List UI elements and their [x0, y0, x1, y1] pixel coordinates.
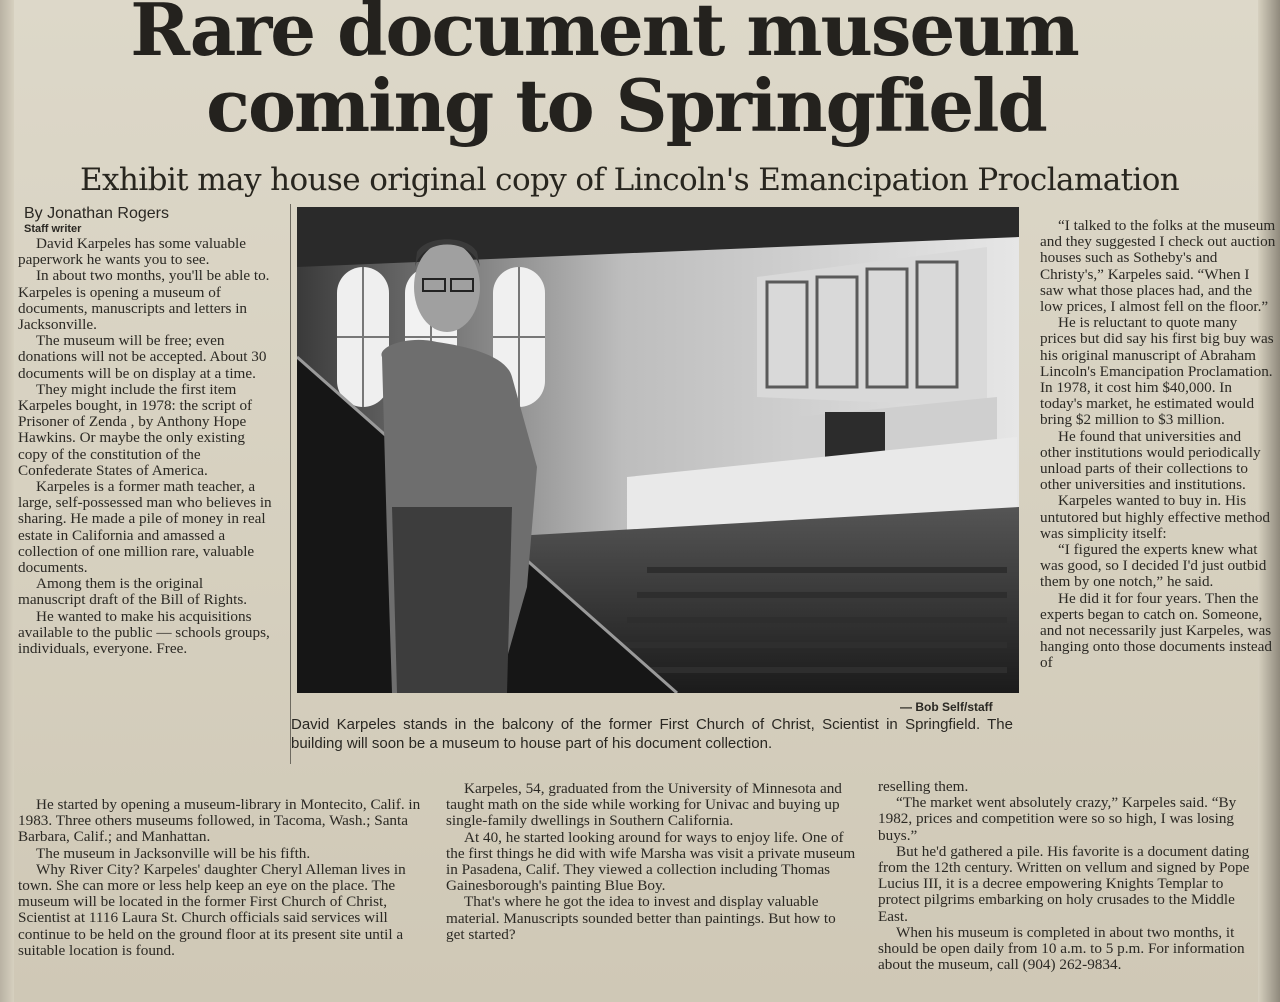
paragraph: Among them is the original manuscript draft of the Bill of Rights. [18, 575, 248, 609]
article-column-d [446, 781, 856, 943]
headline-line-2: coming to Springfield [206, 63, 1046, 148]
column-rule [290, 204, 291, 764]
article-column-a [18, 236, 274, 657]
paragraph: He is reluctant to quote many prices but did say his first big buy was his original manuscript of Abraham Lincoln's Emancipation Proclamation. In 1978, it cost him $40,000. In today's market, he estimated would bring $2 million to $3 million. [1040, 314, 1274, 429]
paragraph: “I figured the experts knew what was good, so I decided I'd just outbid them by one notch,” he said. [1040, 541, 1267, 591]
paragraph: He started by opening a museum-library in Montecito, Calif. in 1983. Three others museums followed, in Tacoma, Wash.; Santa Barbara, Calif.; and Manhattan. [18, 796, 421, 846]
paragraph: The museum in Jacksonville will be his fifth. [36, 844, 311, 862]
article-column-c [18, 797, 426, 959]
paragraph: He found that universities and other institutions would periodically unload parts of their collections to other universities and institutions. [1040, 427, 1261, 494]
paragraph: “I talked to the folks at the museum and they suggested I check out auction houses such as Sotheby's and Christy's,” Karpeles said. “When I saw what those places had, and the low prices, I almost fell on the floor.” [1040, 217, 1276, 316]
paragraph: reselling them. [878, 778, 969, 795]
paragraph: At 40, he started looking around for ways to enjoy life. One of the first things he did with wife Marsha was visit a private museum in Pasadena, Calif. They viewed a collection including Thomas Gainesborough's painting Blue Boy. [446, 828, 856, 895]
paragraph: David Karpeles has some valuable paperwork he wants you to see. [18, 235, 247, 269]
photo-caption: David Karpeles stands in the balcony of the former First Church of Christ, Scientist in Springfield. The building will soon be a museum to house part of his document collection. [291, 716, 1013, 752]
paragraph: He did it for four years. Then the experts began to catch on. Someone, and not necessarily just Karpeles, was hanging onto those documents instead of [1040, 589, 1272, 672]
paragraph: Karpeles wanted to buy in. His untutored but highly effective method was simplicity itself: [1040, 492, 1271, 542]
article-column-b [1040, 218, 1276, 672]
paragraph: The museum will be free; even donations will not be accepted. About 30 documents will be on display at a time. [18, 332, 267, 382]
paragraph: That's where he got the idea to invest and display valuable material. Manuscripts sounded better than paintings. But how to get started? [446, 893, 836, 943]
paragraph: Karpeles is a former math teacher, a large, self-possessed man who believes in sharing. He made a pile of money in real estate in California and amassed a collection of one million rare, valuable documents. [18, 478, 272, 577]
article-column-e [878, 779, 1268, 973]
byline-author: By Jonathan Rogers [24, 205, 169, 222]
subheadline: Exhibit may house original copy of Lincoln's Emancipation Proclamation [80, 162, 1180, 198]
photo-credit: — Bob Self/staff [900, 700, 993, 714]
paragraph: When his museum is completed in about two months, it should be open daily from 10 a.m. to 5 p.m. For information about the museum, call (904) 262-9834. [878, 923, 1245, 974]
headline-line-1: Rare document museum [130, 0, 1078, 72]
paragraph: Karpeles, 54, graduated from the University of Minnesota and taught math on the side while working for Univac and buying up single-family dwellings in Southern California. [446, 780, 842, 830]
page-edge-left [0, 0, 14, 1002]
paragraph: “The market went absolutely crazy,” Karpeles said. “By 1982, prices and competition were so so high, I was losing buys.” [878, 794, 1237, 844]
balcony-photo-illustration [297, 207, 1019, 693]
paragraph: Why River City? Karpeles' daughter Cheryl Alleman lives in town. She can more or less help keep an eye on the place. The museum will be located in the former First Church of Christ, Scientist at 1116 Laura St. Church officials said services will continue to be held on the ground floor at its present site until a suitable location is found. [18, 860, 406, 959]
paragraph: But he'd gathered a pile. His favorite is a document dating from the 12th century. Written on vellum and signed by Pope Lucius III, it is a decree empowering Knights Templar to protect pilgrims embarking on holy crusades to the Middle East. [878, 842, 1250, 925]
paragraph: In about two months, you'll be able to. Karpeles is opening a museum of documents, manuscripts and letters in Jacksonville. [18, 267, 270, 334]
news-photo [297, 207, 1019, 693]
paragraph: They might include the first item Karpeles bought, in 1978: the script of Prisoner of Zenda , by Anthony Hope Hawkins. Or maybe the only existing copy of the constitution of the Confederate States of America. [18, 380, 253, 479]
paragraph: He wanted to make his acquisitions available to the public — schools groups, individuals, everyone. Free. [18, 607, 270, 658]
byline-title: Staff writer [24, 223, 82, 235]
